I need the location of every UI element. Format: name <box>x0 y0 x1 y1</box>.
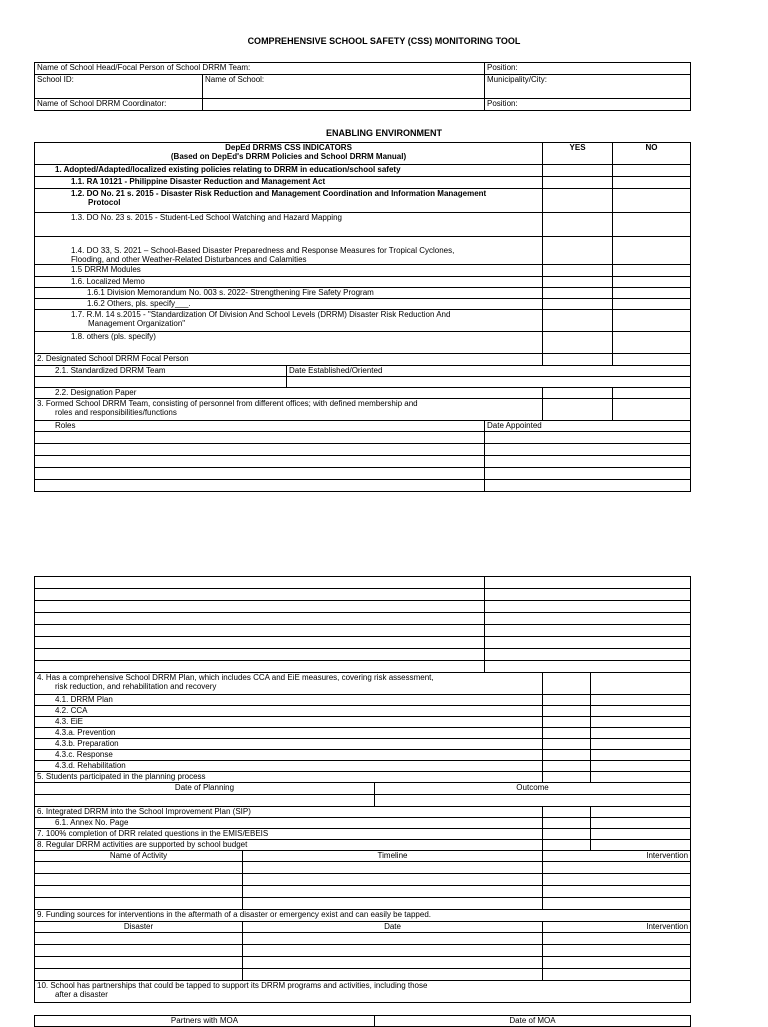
indicator-1-6-1: 1.6.1 Division Memorandum No. 003 s. 2022- Strengthening Fire Safety Program <box>35 288 543 299</box>
partners-header: Partners with MOA <box>35 1016 375 1027</box>
indicator-1: 1. Adopted/Adapted/localized existing policies relating to DRRM in education/school safety <box>35 165 543 177</box>
yes-cell[interactable] <box>543 728 591 739</box>
yes-cell[interactable] <box>543 265 613 277</box>
disaster-cell[interactable] <box>35 969 243 981</box>
no-cell[interactable] <box>613 354 691 366</box>
timeline-cell[interactable] <box>243 886 543 898</box>
date-appointed-cell[interactable] <box>485 649 691 661</box>
yes-cell[interactable] <box>543 237 613 265</box>
no-cell[interactable] <box>613 299 691 310</box>
date-of-planning-header: Date of Planning <box>35 783 375 795</box>
yes-cell[interactable] <box>543 818 591 829</box>
no-cell[interactable] <box>613 388 691 399</box>
name-of-activity-header: Name of Activity <box>35 851 243 862</box>
no-cell[interactable] <box>591 673 691 695</box>
yes-cell[interactable] <box>543 750 591 761</box>
yes-cell[interactable] <box>543 673 591 695</box>
date-of-moa-header: Date of MOA <box>375 1016 691 1027</box>
roles-cell[interactable] <box>35 577 485 589</box>
date-established-value[interactable] <box>287 377 691 388</box>
yes-cell[interactable] <box>543 761 591 772</box>
indicator-1-5: 1.5 DRRM Modules <box>35 265 543 277</box>
no-cell[interactable] <box>613 277 691 288</box>
date-appointed-cell[interactable] <box>485 456 691 468</box>
yes-cell[interactable] <box>543 840 591 851</box>
indicator-3: 3. Formed School DRRM Team, consisting of personnel from different offices; with defined membership and roles and responsibilities/functions <box>35 399 543 421</box>
no-cell[interactable] <box>591 818 691 829</box>
activity-cell[interactable] <box>35 874 243 886</box>
indicator-1-6-2: 1.6.2 Others, pls. specify___. <box>35 299 543 310</box>
activity-cell[interactable] <box>35 898 243 910</box>
activity-cell[interactable] <box>35 886 243 898</box>
no-header: NO <box>613 143 691 165</box>
indicator-4-2: 4.2. CCA <box>35 706 543 717</box>
disaster-cell[interactable] <box>35 945 243 957</box>
no-cell[interactable] <box>613 189 691 213</box>
date-appointed-cell[interactable] <box>485 661 691 673</box>
date-appointed-cell[interactable] <box>485 601 691 613</box>
roles-cell[interactable] <box>35 456 485 468</box>
school-name-field[interactable]: Name of School: <box>203 75 485 99</box>
date-cell[interactable] <box>243 945 543 957</box>
page-title: COMPREHENSIVE SCHOOL SAFETY (CSS) MONITORING TOOL <box>247 36 521 46</box>
date-cell[interactable] <box>243 933 543 945</box>
indicator-1-6: 1.6. Localized Memo <box>35 277 543 288</box>
yes-cell[interactable] <box>543 829 591 840</box>
indicators-table <box>34 142 691 492</box>
date-appointed-cell[interactable] <box>485 468 691 480</box>
position-field[interactable]: Position: <box>485 63 691 75</box>
blank-cell[interactable] <box>35 377 287 388</box>
indicator-5: 5. Students participated in the planning process <box>35 772 543 783</box>
timeline-cell[interactable] <box>243 862 543 874</box>
indicator-4-3a: 4.3.a. Prevention <box>35 728 543 739</box>
date-appointed-cell[interactable] <box>485 432 691 444</box>
date-cell[interactable] <box>243 957 543 969</box>
yes-cell[interactable] <box>543 177 613 189</box>
roles-cell[interactable] <box>35 637 485 649</box>
yes-header: YES <box>543 143 613 165</box>
no-cell[interactable] <box>613 332 691 354</box>
date-appointed-cell[interactable] <box>485 589 691 601</box>
no-cell[interactable] <box>613 213 691 237</box>
roles-cell[interactable] <box>35 480 485 492</box>
date-cell[interactable] <box>243 969 543 981</box>
no-cell[interactable] <box>591 739 691 750</box>
date-header: Date <box>243 922 543 933</box>
intervention-cell[interactable] <box>543 933 691 945</box>
no-cell[interactable] <box>613 237 691 265</box>
roles-cell[interactable] <box>35 601 485 613</box>
intervention-cell[interactable] <box>543 898 691 910</box>
indicator-4-3c: 4.3.c. Response <box>35 750 543 761</box>
roles-cell[interactable] <box>35 649 485 661</box>
indicator-10: 10. School has partnerships that could be tapped to support its DRRM programs and activities, including those after a disaster <box>35 981 691 1003</box>
no-cell[interactable] <box>613 165 691 177</box>
indicator-8: 8. Regular DRRM activities are supported by school budget <box>35 840 543 851</box>
no-cell[interactable] <box>591 750 691 761</box>
intervention-cell[interactable] <box>543 945 691 957</box>
no-cell[interactable] <box>613 265 691 277</box>
outcome-cell[interactable] <box>375 795 691 807</box>
timeline-header: Timeline <box>243 851 543 862</box>
roles-header: Roles <box>35 421 485 432</box>
yes-cell[interactable] <box>543 165 613 177</box>
no-cell[interactable] <box>591 772 691 783</box>
indicator-1-4: 1.4. DO 33, S. 2021 – School-Based Disaster Preparedness and Response Measures for Tropical Cyclones, Flooding, and other Weather-Related Disturbances and Calamities <box>35 237 543 265</box>
yes-cell[interactable] <box>543 388 613 399</box>
date-appointed-cell[interactable] <box>485 625 691 637</box>
date-appointed-cell[interactable] <box>485 480 691 492</box>
no-cell[interactable] <box>613 399 691 421</box>
yes-cell[interactable] <box>543 354 613 366</box>
no-cell[interactable] <box>613 177 691 189</box>
plan-table <box>34 576 691 1003</box>
no-cell[interactable] <box>591 728 691 739</box>
indicator-1-7: 1.7. R.M. 14 s.2015 - "Standardization Of Division And School Levels (DRRM) Disaster Risk Reduction And Management Organization" <box>35 310 543 332</box>
no-cell[interactable] <box>591 761 691 772</box>
no-cell[interactable] <box>613 310 691 332</box>
indicator-6-1: 6.1. Annex No. Page <box>35 818 543 829</box>
disaster-cell[interactable] <box>35 957 243 969</box>
municipality-field[interactable]: Municipality/City: <box>485 75 691 99</box>
intervention-cell[interactable] <box>543 957 691 969</box>
intervention-cell[interactable] <box>543 969 691 981</box>
indicators-header: DepEd DRRMS CSS INDICATORS (Based on DepEd's DRRM Policies and School DRRM Manual) <box>35 143 543 165</box>
roles-cell[interactable] <box>35 468 485 480</box>
yes-cell[interactable] <box>543 772 591 783</box>
no-cell[interactable] <box>591 840 691 851</box>
yes-cell[interactable] <box>543 717 591 728</box>
indicator-4-3d: 4.3.d. Rehabilitation <box>35 761 543 772</box>
yes-cell[interactable] <box>543 288 613 299</box>
yes-cell[interactable] <box>543 310 613 332</box>
date-appointed-header: Date Appointed <box>485 421 691 432</box>
indicator-4-3b: 4.3.b. Preparation <box>35 739 543 750</box>
school-head-field[interactable]: Name of School Head/Focal Person of School DRRM Team: <box>35 63 485 75</box>
date-appointed-cell[interactable] <box>485 577 691 589</box>
roles-cell[interactable] <box>35 661 485 673</box>
partners-table <box>34 1015 691 1027</box>
indicator-2-2: 2.2. Designation Paper <box>35 388 543 399</box>
disaster-cell[interactable] <box>35 933 243 945</box>
activity-cell[interactable] <box>35 862 243 874</box>
indicator-1-2: 1.2. DO No. 21 s. 2015 - Disaster Risk Reduction and Management Coordination and Information Management Protocol <box>35 189 543 213</box>
date-of-planning-cell[interactable] <box>35 795 375 807</box>
no-cell[interactable] <box>591 706 691 717</box>
date-established-label: Date Established/Oriented <box>287 366 691 377</box>
date-appointed-cell[interactable] <box>485 637 691 649</box>
indicator-1-3: 1.3. DO No. 23 s. 2015 - Student-Led School Watching and Hazard Mapping <box>35 213 543 237</box>
indicator-2: 2. Designated School DRRM Focal Person <box>35 354 543 366</box>
indicator-1-1: 1.1. RA 10121 - Philippine Disaster Reduction and Management Act <box>35 177 543 189</box>
timeline-cell[interactable] <box>243 898 543 910</box>
indicator-4: 4. Has a comprehensive School DRRM Plan, which includes CCA and EiE measures, covering risk assessment, risk reduction, and rehabilitation and recovery <box>35 673 543 695</box>
yes-cell[interactable] <box>543 807 591 818</box>
timeline-cell[interactable] <box>243 874 543 886</box>
yes-cell[interactable] <box>543 706 591 717</box>
yes-cell[interactable] <box>543 213 613 237</box>
indicator-4-3: 4.3. EiE <box>35 717 543 728</box>
indicator-9: 9. Funding sources for interventions in the aftermath of a disaster or emergency exist and can easily be tapped. <box>35 910 691 922</box>
intervention-header-2: Intervention <box>543 922 691 933</box>
indicator-2-1: 2.1. Standardized DRRM Team <box>35 366 287 377</box>
roles-cell[interactable] <box>35 613 485 625</box>
indicator-7: 7. 100% completion of DRR related questions in the EMIS/EBEIS <box>35 829 543 840</box>
yes-cell[interactable] <box>543 332 613 354</box>
no-cell[interactable] <box>591 695 691 706</box>
yes-cell[interactable] <box>543 189 613 213</box>
coordinator-field[interactable]: Name of School DRRM Coordinator: <box>35 99 203 111</box>
indicator-6: 6. Integrated DRRM into the School Improvement Plan (SIP) <box>35 807 543 818</box>
roles-cell[interactable] <box>35 432 485 444</box>
yes-cell[interactable] <box>543 277 613 288</box>
roles-cell[interactable] <box>35 625 485 637</box>
no-cell[interactable] <box>591 829 691 840</box>
indicator-4-1: 4.1. DRRM Plan <box>35 695 543 706</box>
indicator-1-8: 1.8. others (pls. specify) <box>35 332 543 354</box>
intervention-cell[interactable] <box>543 862 691 874</box>
coordinator-blank[interactable] <box>203 99 485 111</box>
intervention-cell[interactable] <box>543 886 691 898</box>
roles-cell[interactable] <box>35 444 485 456</box>
roles-cell[interactable] <box>35 589 485 601</box>
no-cell[interactable] <box>591 717 691 728</box>
yes-cell[interactable] <box>543 399 613 421</box>
date-appointed-cell[interactable] <box>485 613 691 625</box>
outcome-header: Outcome <box>375 783 691 795</box>
section-title: ENABLING ENVIRONMENT <box>325 128 442 138</box>
no-cell[interactable] <box>591 807 691 818</box>
coordinator-position-field[interactable]: Position: <box>485 99 691 111</box>
yes-cell[interactable] <box>543 739 591 750</box>
intervention-cell[interactable] <box>543 874 691 886</box>
date-appointed-cell[interactable] <box>485 444 691 456</box>
school-info-table <box>34 62 691 111</box>
yes-cell[interactable] <box>543 695 591 706</box>
no-cell[interactable] <box>613 288 691 299</box>
disaster-header: Disaster <box>35 922 243 933</box>
yes-cell[interactable] <box>543 299 613 310</box>
intervention-header: Intervention <box>543 851 691 862</box>
school-id-field[interactable]: School ID: <box>35 75 203 99</box>
